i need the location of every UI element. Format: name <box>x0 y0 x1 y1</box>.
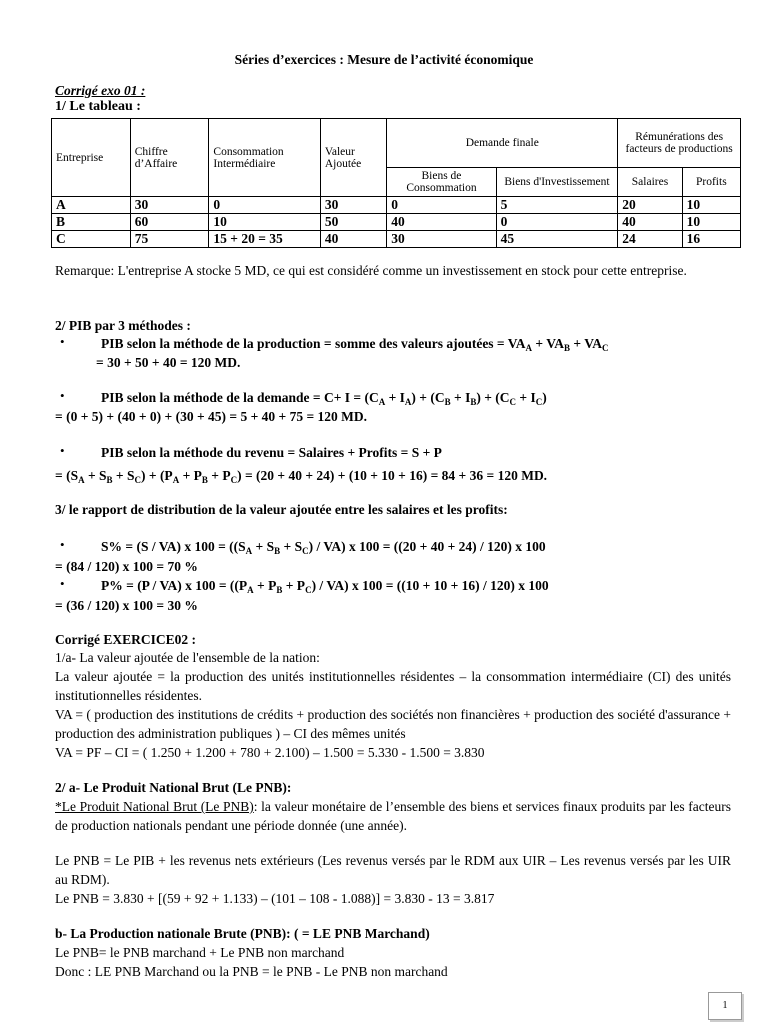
bullet: • <box>60 537 65 552</box>
table-cell: 30 <box>130 197 209 214</box>
bullet: • <box>60 443 65 458</box>
pnb-calc: Le PNB = 3.830 + [(59 + 92 + 1.133) – (101 – 108 - 1.088)] = 3.830 - 13 = 3.817 <box>55 891 495 906</box>
bullet: • <box>60 388 65 403</box>
table-cell: 10 <box>682 214 740 231</box>
method-revenu-label: PIB selon la méthode du revenu = Salaires + Profits = S + P <box>101 445 442 460</box>
corrige-exo1-heading: Corrigé exo 01 : <box>55 83 146 98</box>
table-cell: 10 <box>209 214 320 231</box>
table-cell: 45 <box>496 231 618 248</box>
th-demande-finale: Demande finale <box>387 119 618 168</box>
table-cell: 75 <box>130 231 209 248</box>
profits-ratio-result: = (36 / 120) x 100 = 30 % <box>55 598 198 613</box>
th-remunerations: Rémunérations des facteurs de productions <box>618 119 741 168</box>
method-production-calc: = 30 + 50 + 40 = 120 MD. <box>96 355 241 370</box>
pnb-definition <box>55 797 731 835</box>
tableau-heading: 1/ Le tableau : <box>55 99 141 114</box>
th-biens-consommation: Biens de Consommation <box>387 168 496 197</box>
th-biens-investissement: Biens d'Investissement <box>496 168 618 197</box>
th-entreprise: Entreprise <box>52 119 131 197</box>
table-cell: 5 <box>496 197 618 214</box>
table-cell: 40 <box>387 214 496 231</box>
profits-ratio-line: P% = (P / VA) x $100 = ((P_A + P_B + P_C) / VA)$ x 100 = ((10 + 10 + 16) / 120) x 100 <box>101 578 549 595</box>
section2-heading: 2/ PIB par 3 méthodes : <box>55 318 191 333</box>
table-cell: 0 <box>496 214 618 231</box>
table-cell: 40 <box>618 214 682 231</box>
method-production-label: PIB selon la méthode de la production = somme des valeurs ajoutées = VA <box>101 336 526 351</box>
e2-va-calc: VA = PF – CI = ( 1.250 + 1.200 + 780 + 2.100) – 1.500 = 5.330 - 1.500 = 3.830 <box>55 745 485 760</box>
table-cell: 20 <box>618 197 682 214</box>
b-line1: Le PNB= le PNB marchand + Le PNB non marchand <box>55 945 345 960</box>
bullet: • <box>60 334 65 349</box>
data-table <box>51 118 741 248</box>
b-line2: Donc : LE PNB Marchand ou la PNB = le PNB - Le PNB non marchand <box>55 964 448 979</box>
bullet: • <box>60 576 65 591</box>
table-cell: 10 <box>682 197 740 214</box>
th-valeur-ajoutee: Valeur Ajoutée <box>320 119 386 197</box>
table-cell: 16 <box>682 231 740 248</box>
method-demande-calc: = (0 + 5) + (40 + 0) + (30 + 45) = 5 + 40 + 75 = 120 MD. <box>55 409 368 424</box>
e2-1a-text: 1/a- La valeur ajoutée de l'ensemble de la nation: <box>55 650 320 665</box>
table-cell: 15 + 20 = 35 <box>209 231 320 248</box>
table-row <box>52 197 741 214</box>
table-cell: B <box>52 214 131 231</box>
table-cell: C <box>52 231 131 248</box>
section3-heading: 3/ le rapport de distribution de la valeur ajoutée entre les salaires et les profits: <box>55 502 508 517</box>
pnb-heading: 2/ a- Le Produit National Brut (Le PNB): <box>55 780 292 795</box>
table-cell: 30 <box>320 197 386 214</box>
th-profits: Profits <box>682 168 740 197</box>
method-demande-label: PIB selon la méthode de la demande = C+ I = (C <box>101 390 379 405</box>
table-cell: 0 <box>209 197 320 214</box>
b-heading: b- La Production nationale Brute (PNB): ( = LE PNB Marchand) <box>55 926 430 941</box>
table-row <box>52 214 741 231</box>
th-consommation: Consommation Intermédiaire <box>209 119 320 197</box>
profits-ratio-start: P% = (P / VA) x 100 = ((P <box>101 578 248 593</box>
pnb-formula: Le PNB = Le PIB + les revenus nets extérieurs (Les revenus versés par le RDM aux UIR – Les revenus versés par les UIR au RDM). <box>55 853 731 887</box>
method-revenu-calc-end: ) = (20 + 40 + 24) + (10 + 10 + 16) = 84 + 36 = 120 MD. <box>237 468 548 483</box>
table-cell: 40 <box>320 231 386 248</box>
table-cell: 0 <box>387 197 496 214</box>
method-production-line: PIB selon la méthode de la production = somme des valeurs ajoutées = $VA_A + VA_B + VA_C$ <box>101 336 609 353</box>
pnb-definition-term: *Le Produit National Brut (Le PNB) <box>55 799 254 814</box>
table-cell: 50 <box>320 214 386 231</box>
th-salaires: Salaires <box>618 168 682 197</box>
salaires-ratio-result: = (84 / 120) x 100 = 70 % <box>55 559 198 574</box>
corrige-exo2-heading: Corrigé EXERCICE02 : <box>55 632 196 647</box>
salaires-ratio-line: S% = (S / VA) x $100 = ((S_A + S_B + S_C) / VA)$ x 100 = ((20 + 40 + 24) / 120) x 100 <box>101 539 546 556</box>
pnb-definition-rest: : la valeur monétaire de l’ensemble des biens et services finaux produits par les facteurs de production nationals pendant une période donnée (une année). <box>55 799 731 833</box>
e2-definition-text: La valeur ajoutée = la production des unités institutionnelles résidentes – la consommation intermédiaire (CI) des unités institutionnelles résidentes. <box>55 669 731 703</box>
document-title: Séries d’exercices : Mesure de l’activité économique <box>234 52 534 67</box>
table-cell: 60 <box>130 214 209 231</box>
salaires-ratio-end: ) / VA) x 100 = ((20 + 40 + 24) / 120) x 100 <box>308 539 546 554</box>
page-number: 1 <box>708 992 742 1020</box>
table-cell: 30 <box>387 231 496 248</box>
th-chiffre-affaire: Chiffre d’Affaire <box>130 119 209 197</box>
table-row <box>52 231 741 248</box>
method-demande-line: PIB selon la méthode de la demande = $C+ I = (C_A + I_A) + (C_B + I_B) + (C_C + I_C)$ <box>101 390 547 407</box>
profits-ratio-end: ) / VA) x 100 = ((10 + 10 + 16) / 120) x 100 <box>311 578 549 593</box>
remarque-text: Remarque: L'entreprise A stocke 5 MD, ce qui est considéré comme un investissement en stock pour cette entreprise. <box>55 263 687 278</box>
e2-va-text: VA = ( production des institutions de crédits + production des sociétés non financières + production des société d'assurance + production des administration publiques ) – CI des mêmes unités <box>55 707 731 741</box>
table-cell: A <box>52 197 131 214</box>
table-cell: 24 <box>618 231 682 248</box>
method-revenu-calc: = $(S_A + S_B + S_C) + (P_A + P_B + P_C) = (20 + 40 + 24) + (10 + 10 + 16) = 84 + 36 = 120$ MD. <box>55 468 548 485</box>
salaires-ratio-start: S% = (S / VA) x 100 = ((S <box>101 539 246 554</box>
